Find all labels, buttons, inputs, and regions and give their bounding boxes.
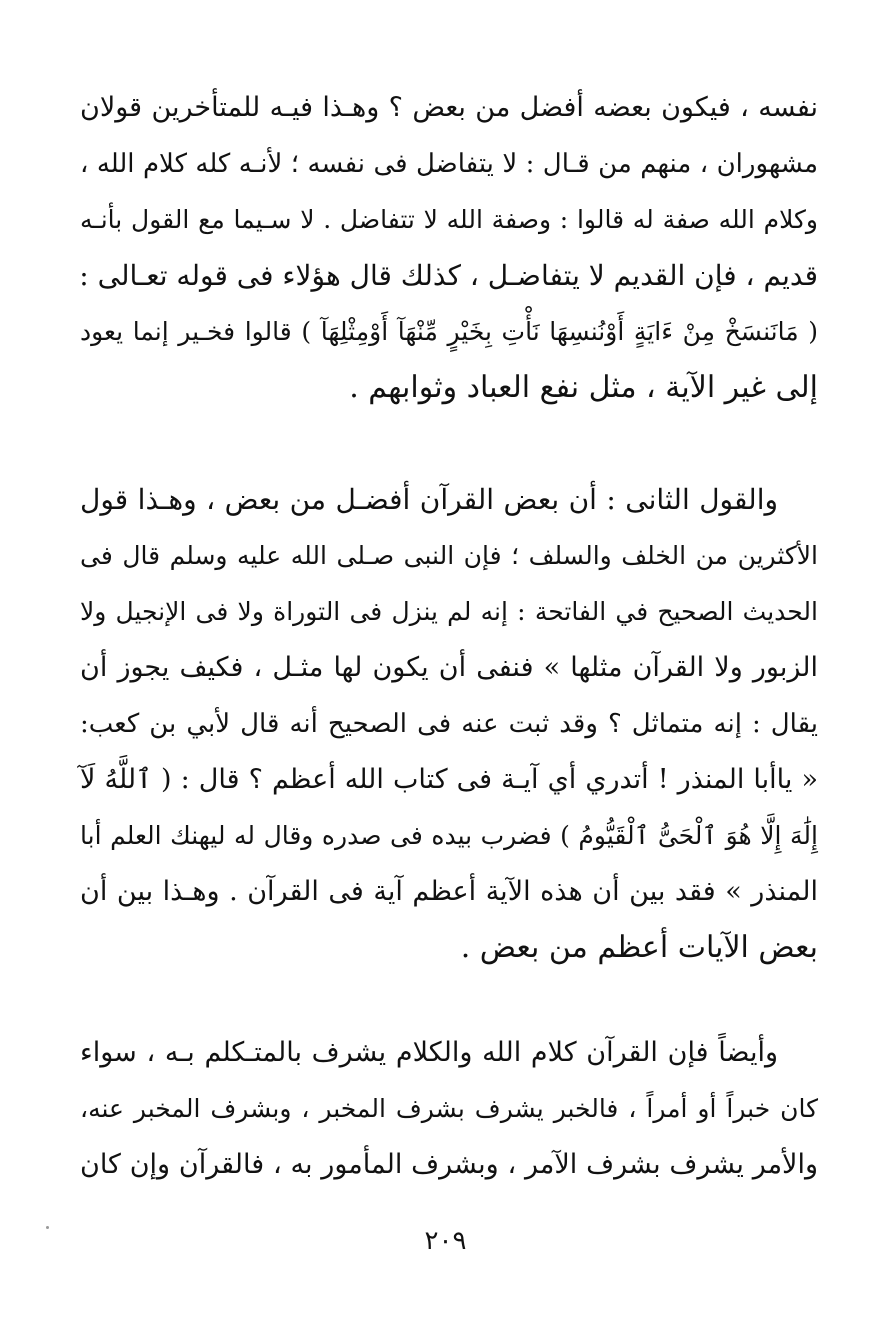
text-line: إلى غير الآية ، مثل نفع العباد وثوابهم . (349, 370, 818, 405)
text-line: الحديث الصحيح في الفاتحة : إنه لم ينزل فى التوراة ولا فى الإنجيل ولا (80, 597, 818, 626)
text-line: نفسه ، فيكون بعضه أفضل من بعض ؟ وهـذا فيـه للمتأخرين قولان (80, 92, 818, 123)
text-line: قديم ، فإن القديم لا يتفاضـل ، كذلك قال هؤلاء فى قوله تعـالى : (79, 259, 818, 292)
paragraph-2 (80, 472, 818, 976)
text-line: وأيضاً فإن القرآن كلام الله والكلام يشرف بالمتـكلم بـه ، سواء (80, 1037, 778, 1068)
paragraph-1 (80, 80, 818, 416)
text-line: والأمر يشرف بشرف الآمر ، وبشرف المأمور به ، فالقرآن وإن كان (80, 1149, 818, 1180)
quran-verse-line: إِلَٰهَ إِلَّا هُوَ ٱلْحَىُّ ٱلْقَيُّومُ ) فضرب بيده فى صدره وقال له ليهنك العلم أبا (80, 821, 818, 850)
hadith-line: « ياأبا المنذر ! أتدري أي آيـة فى كتاب الله أعظم ؟ قال : ( ٱللَّهُ لَآ (80, 764, 818, 795)
page-number: ٢٠٩ (424, 1226, 467, 1256)
text-line: الأكثرين من الخلف والسلف ؛ فإن النبى صـلى الله عليه وسلم قال فى (80, 541, 818, 570)
text-line: كان خبراً أو أمراً ، فالخبر يشرف بشرف المخبر ، وبشرف المخبر عنه، (80, 1094, 818, 1123)
text-line: مشهوران ، منهم من قـال : لا يتفاضل فى نفسه ؛ لأنـه كله كلام الله ، (80, 149, 818, 179)
text-line: الزبور ولا القرآن مثلها » فنفى أن يكون لها مثـل ، فكيف يجوز أن (80, 652, 818, 683)
quran-verse-line: ( مَانَنسَخْ مِنْ ءَايَةٍ أَوْنُنسِهَا نَأْتِ بِخَيْرٍ مِّنْهَآ أَوْمِثْلِهَآ ) قالوا فخـير إنما يعود (80, 317, 818, 346)
text-line: بعض الآيات أعظم من بعض . (460, 930, 818, 965)
text-line: المنذر » فقد بين أن هذه الآية أعظم آية فى القرآن . وهـذا بين أن (80, 876, 818, 907)
text-line: يقال : إنه متماثل ؟ وقد ثبت عنه فى الصحيح أنه قال لأبي بن كعب: (80, 709, 818, 739)
paragraph-3 (80, 1025, 818, 1193)
text-line: وكلام الله صفة له قالوا : وصفة الله لا تتفاضل . لا سـيما مع القول بأنـه (80, 205, 818, 234)
text-line: والقول الثانى : أن بعض القرآن أفضـل من بعض ، وهـذا قول (80, 483, 778, 516)
